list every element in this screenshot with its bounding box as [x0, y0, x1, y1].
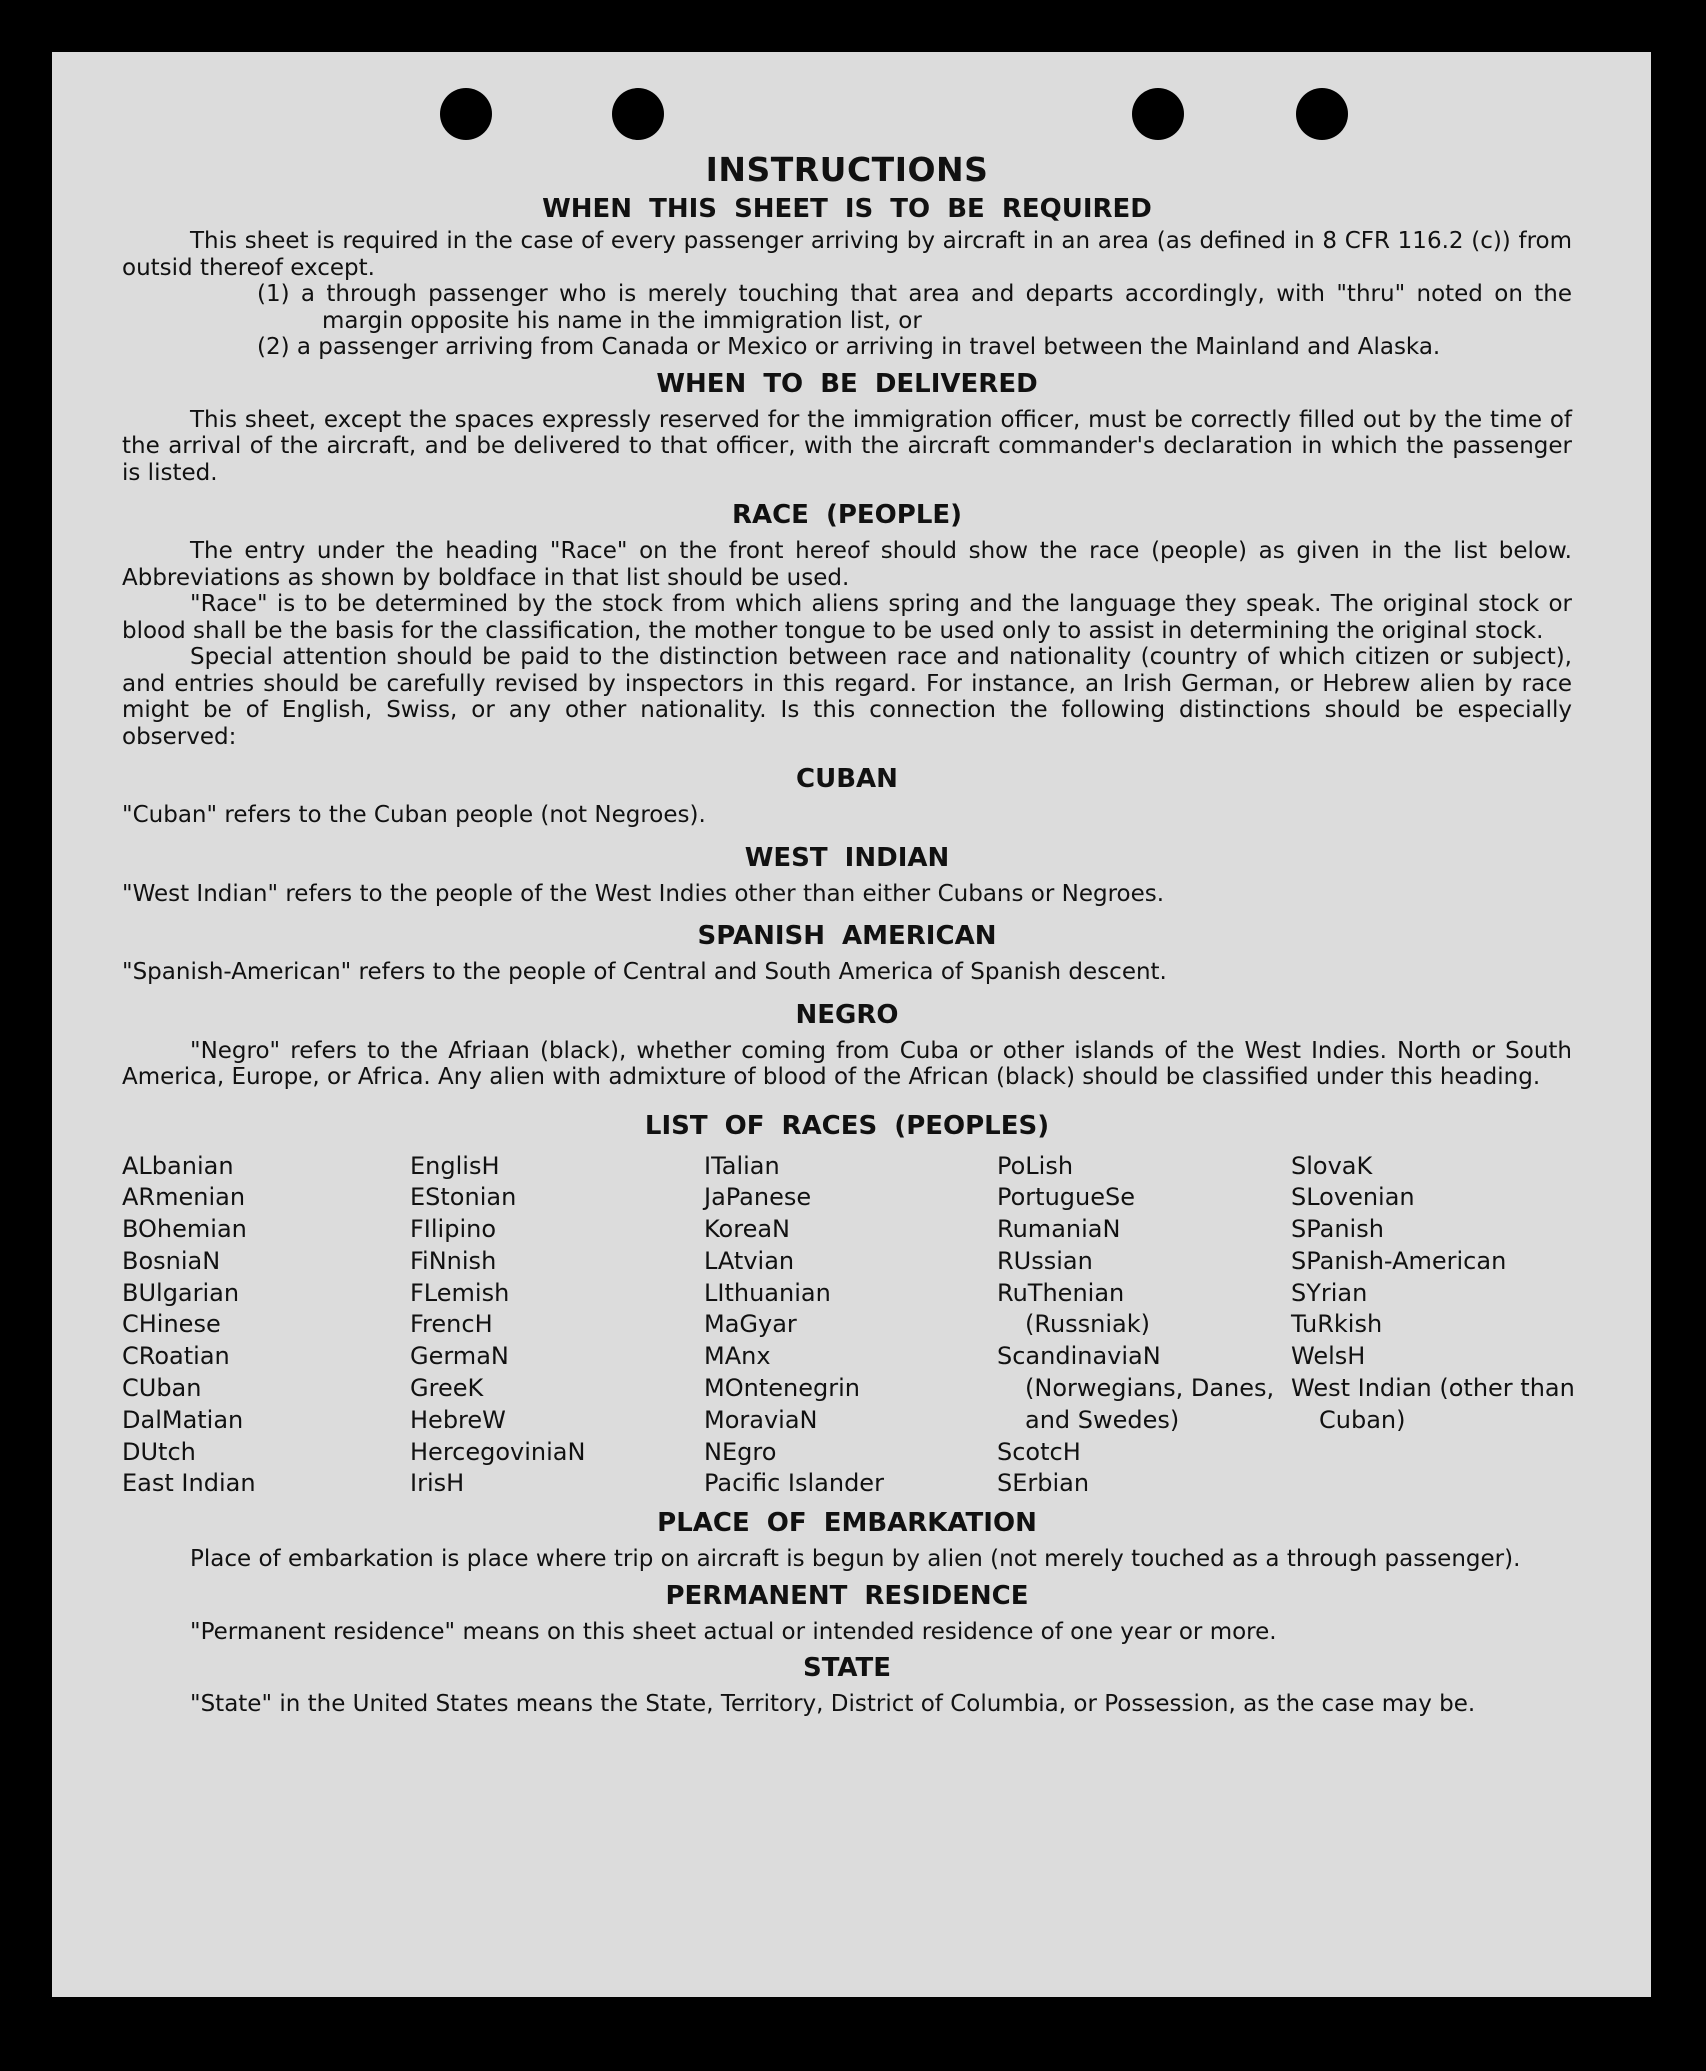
- race-entry: West Indian (other than Cuban): [1291, 1374, 1575, 1434]
- section-heading-list-of-races: LIST OF RACES (PEOPLES): [644, 1110, 1050, 1141]
- race-entry: MAnx: [704, 1342, 771, 1371]
- race-entry: ALbanian: [122, 1151, 234, 1180]
- when-delivered-text: This sheet, except the spaces expressly reserved for the immigration officer, must be correctly filled out by the time of the arrival of the aircraft, and be delivered to that officer, with the aircraft commander's declaration in which the passenger is listed.: [122, 406, 1572, 486]
- race-entry: MoraviaN: [704, 1405, 818, 1434]
- race-paragraph-3: Special attention should be paid to the distinction between race and nationality (country of which citizen or subject), and entries should be carefully revised by inspectors in this regard. For instance, an Irish German, or Hebrew alien by race might be of English, Swiss, or any other nationality. Is this connection the following distinctions should be especially observed:: [122, 644, 1572, 750]
- race-paragraph-2: "Race" is to be determined by the stock from which aliens spring and the language they speak. The original stock or blood shall be the basis for the classification, the mother tongue to be used only to assist in determining the original stock.: [122, 591, 1572, 644]
- race-entry: FiNnish: [410, 1246, 497, 1275]
- section-heading-when-required: WHEN THIS SHEET IS TO BE REQUIRED: [542, 194, 1152, 224]
- section-heading-west-indian: WEST INDIAN: [744, 842, 950, 873]
- race-entry: FLemish: [410, 1278, 510, 1307]
- race-entry: ARmenian: [122, 1183, 246, 1212]
- race-entry: CHinese: [122, 1310, 221, 1339]
- race-entry: BUlgarian: [122, 1278, 240, 1307]
- section-heading-cuban: CUBAN: [796, 764, 898, 794]
- place-of-embarkation-text: Place of embarkation is place where trip on aircraft is begun by alien (not merely touched as a through passenger).: [190, 1546, 1521, 1573]
- section-heading-spanish-american: SPANISH AMERICAN: [697, 921, 997, 951]
- section-heading-race: RACE (PEOPLE): [731, 500, 963, 530]
- race-entry: ScotcH: [997, 1437, 1081, 1466]
- race-entry: KoreaN: [704, 1215, 790, 1244]
- race-entry: EnglisH: [410, 1151, 500, 1180]
- races-column-1: [122, 1151, 410, 1501]
- race-entry: MOntenegrin: [704, 1374, 860, 1403]
- race-entry: GreeK: [410, 1374, 484, 1403]
- west-indian-text: "West Indian" refers to the people of the West Indies other than either Cubans or Negroes.: [122, 880, 1165, 907]
- race-entry: Pacific Islander: [704, 1469, 884, 1498]
- race-entry: DUtch: [122, 1437, 196, 1466]
- race-entry: ScandinaviaN (Norwegians, Danes, and Swedes): [997, 1342, 1275, 1434]
- exception-item-1: (1) a through passenger who is merely touching that area and departs accordingly, with "thru" noted on the margin opposite his name in the immigration list, or: [257, 281, 1572, 334]
- race-entry: East Indian: [122, 1469, 256, 1498]
- race-entry: FIlipino: [410, 1215, 497, 1244]
- race-entry: PoLish: [997, 1151, 1074, 1180]
- race-entry: RuThenian (Russniak): [997, 1278, 1151, 1339]
- race-entry: NEgro: [704, 1437, 777, 1466]
- race-entry: RumaniaN: [997, 1215, 1121, 1244]
- state-text: "State" in the United States means the State, Territory, District of Columbia, or Possession, as the case may be.: [190, 1691, 1476, 1718]
- race-entry: SPanish: [1291, 1215, 1384, 1244]
- section-heading-place-of-embarkation: PLACE OF EMBARKATION: [657, 1508, 1037, 1539]
- section-heading-when-delivered: WHEN TO BE DELIVERED: [656, 368, 1038, 399]
- spanish-american-text: "Spanish-American" refers to the people of Central and South America of Spanish descent.: [122, 959, 1167, 985]
- race-entry: ITalian: [704, 1151, 780, 1180]
- section-heading-permanent-residence: PERMANENT RESIDENCE: [665, 1580, 1029, 1611]
- race-entry: GermaN: [410, 1342, 509, 1371]
- races-column-3: [704, 1151, 997, 1501]
- instructions-content: [122, 150, 1575, 1718]
- punch-hole: [1132, 88, 1184, 140]
- punch-hole: [440, 88, 492, 140]
- permanent-residence-text: "Permanent residence" means on this sheet actual or intended residence of one year or more.: [190, 1618, 1277, 1645]
- race-entry: BosniaN: [122, 1246, 221, 1275]
- races-column-4: [997, 1151, 1291, 1501]
- race-entry: RUssian: [997, 1246, 1093, 1275]
- race-entry: SPanish-American: [1291, 1246, 1507, 1275]
- race-entry: HebreW: [410, 1405, 506, 1434]
- race-entry: JaPanese: [704, 1183, 812, 1212]
- race-entry: SlovaK: [1291, 1151, 1373, 1180]
- race-entry: LIthuanian: [704, 1278, 831, 1307]
- race-entry: HercegoviniaN: [410, 1437, 586, 1466]
- race-entry: IrisH: [410, 1469, 465, 1498]
- section-heading-negro: NEGRO: [795, 999, 899, 1030]
- race-entry: BOhemian: [122, 1215, 247, 1244]
- page-title: INSTRUCTIONS: [705, 150, 989, 189]
- race-entry: EStonian: [410, 1183, 517, 1212]
- race-entry: MaGyar: [704, 1310, 797, 1339]
- race-entry: FrencH: [410, 1310, 493, 1339]
- races-column-5: [1291, 1151, 1575, 1501]
- race-entry: CUban: [122, 1374, 202, 1403]
- punch-hole: [1296, 88, 1348, 140]
- race-entry: WelsH: [1291, 1342, 1366, 1371]
- punch-hole: [612, 88, 664, 140]
- section-heading-state: STATE: [802, 1653, 892, 1684]
- exception-item-2: (2) a passenger arriving from Canada or Mexico or arriving in travel between the Mainland and Alaska.: [257, 334, 1441, 360]
- cuban-text: "Cuban" refers to the Cuban people (not Negroes).: [122, 802, 706, 828]
- race-entry: CRoatian: [122, 1342, 230, 1371]
- race-paragraph-1: The entry under the heading "Race" on the front hereof should show the race (people) as given in the list below. Abbreviations as shown by boldface in that list should be used.: [122, 538, 1572, 591]
- race-entry: SLovenian: [1291, 1183, 1415, 1212]
- race-entry: SErbian: [997, 1469, 1090, 1498]
- races-list: [122, 1151, 1575, 1501]
- race-entry: PortugueSe: [997, 1183, 1135, 1212]
- race-entry: DalMatian: [122, 1405, 244, 1434]
- document-page: [52, 52, 1651, 1997]
- when-required-intro: This sheet is required in the case of every passenger arriving by aircraft in an area (as defined in 8 CFR 116.2 (c)) from outsid thereof except.: [122, 228, 1572, 281]
- negro-text: "Negro" refers to the Afriaan (black), whether coming from Cuba or other islands of the West Indies. North or South America, Europe, or Africa. Any alien with admixture of blood of the African (black) should be classified under this heading.: [122, 1037, 1572, 1090]
- race-entry: SYrian: [1291, 1278, 1368, 1307]
- race-entry: LAtvian: [704, 1246, 795, 1275]
- race-entry: TuRkish: [1291, 1310, 1383, 1339]
- races-column-2: [410, 1151, 704, 1501]
